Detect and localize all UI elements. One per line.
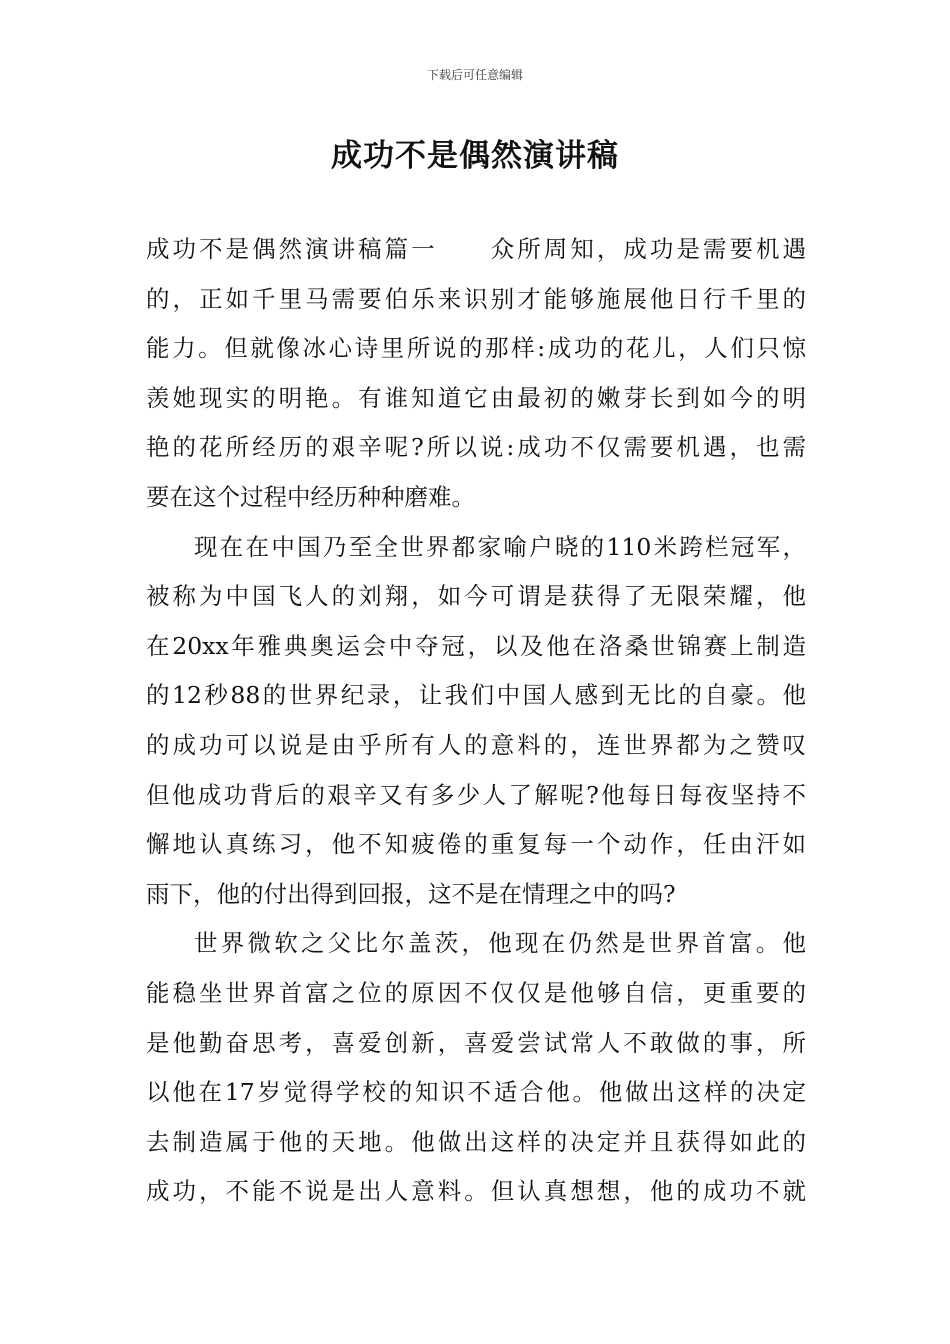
text-line: 去制造属于他的天地。他做出这样的决定并且获得如此的 [146,1127,806,1156]
paragraph-2 [146,523,806,920]
document-body [146,225,806,1217]
text-line: 成功不是偶然演讲稿篇一 众所周知，成功是需要机遇 [146,235,806,263]
text-line: 被称为中国飞人的刘翔，如今可谓是获得了无限荣耀，他 [146,582,806,611]
text-line: 成功，不能不说是出人意料。但认真想想，他的成功不就 [146,1177,806,1206]
paragraph-1 [146,225,806,523]
text-line: 的，正如千里马需要伯乐来识别才能够施展他日行千里的 [146,284,806,313]
document-title: 成功不是偶然演讲稿 [331,138,619,174]
text-line: 是他勤奋思考，喜爱创新，喜爱尝试常人不敢做的事，所 [146,1028,806,1057]
text-line: 能稳坐世界首富之位的原因不仅仅是他够自信，更重要的 [146,978,806,1007]
text-line: 要在这个过程中经历种种磨难。 [146,482,475,511]
text-line: 艳的花所经历的艰辛呢?所以说:成功不仅需要机遇，也需 [146,433,806,462]
paragraph-3 [146,919,806,1217]
header-note: 下载后可任意编辑 [426,68,523,82]
text-line: 但他成功背后的艰辛又有多少人了解呢?他每日每夜坚持不 [146,780,806,809]
text-line: 懈地认真练习，他不知疲倦的重复每一个动作，任由汗如 [146,830,806,859]
text-line: 羡她现实的明艳。有谁知道它由最初的嫩芽长到如今的明 [146,383,806,412]
text-line: 现在在中国乃至全世界都家喻户晓的110米跨栏冠军， [194,532,806,561]
text-line: 以他在17岁觉得学校的知识不适合他。他做出这样的决定 [146,1078,806,1107]
text-line: 能力。但就像冰心诗里所说的那样:成功的花儿，人们只惊 [146,334,806,363]
text-line: 在20xx年雅典奥运会中夺冠，以及他在洛桑世锦赛上制造 [146,631,806,660]
text-line: 世界微软之父比尔盖茨，他现在仍然是世界首富。他 [194,929,806,958]
text-line: 的12秒88的世界纪录，让我们中国人感到无比的自豪。他 [146,681,806,710]
text-line: 的成功可以说是由乎所有人的意料的，连世界都为之赞叹 [146,730,806,759]
text-line: 雨下，他的付出得到回报，这不是在情理之中的吗? [146,879,676,908]
